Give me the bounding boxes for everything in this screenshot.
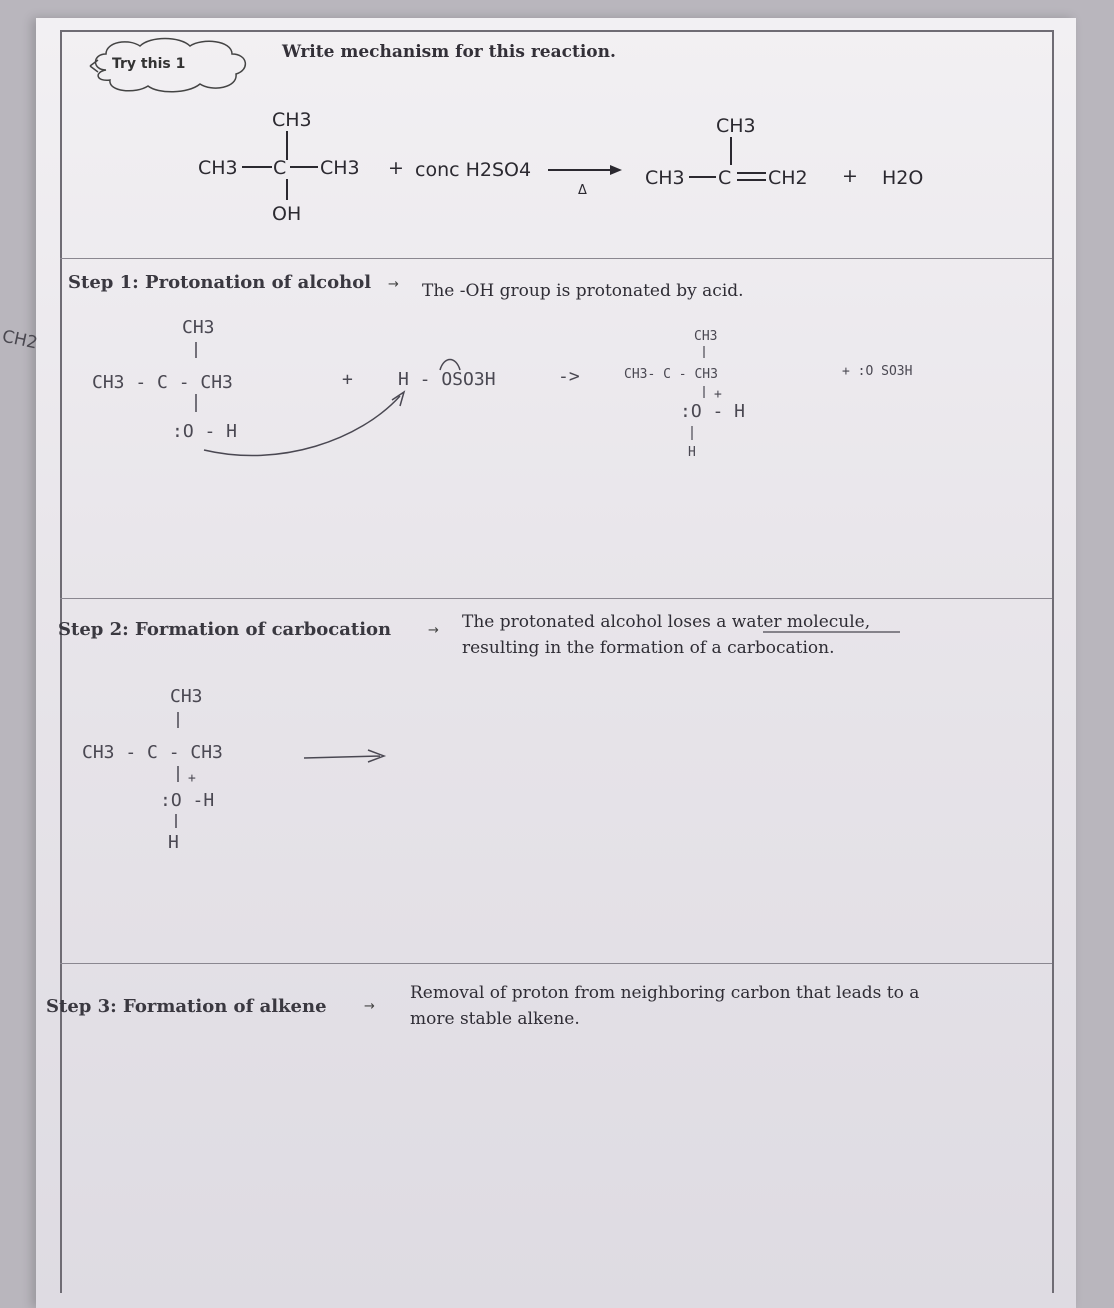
hw-product-hydrogen: H <box>688 445 696 460</box>
margin-note: CH2 <box>0 326 40 354</box>
hw-chain: CH3 - C - CH3 <box>82 742 223 763</box>
hw-product-chain: CH3- C - CH3 <box>624 367 718 382</box>
reactant-carbon: C <box>273 157 287 179</box>
hw-chain: CH3 - C - CH3 <box>92 372 233 393</box>
byproduct-water: H2O <box>882 167 924 189</box>
hw-methyl-top: CH3 <box>170 686 203 707</box>
right-arrow-icon: → <box>388 277 399 292</box>
product-methylene: CH2 <box>768 167 808 189</box>
reactant-methyl-left: CH3 <box>198 157 238 179</box>
hw-methyl-top: CH3 <box>182 317 215 338</box>
right-arrow-icon <box>304 750 384 762</box>
instruction: Write mechanism for this reaction. <box>282 42 616 62</box>
hw-acid: H - OSO3H <box>398 369 496 390</box>
hw-hydroxyl: :O - H <box>172 421 238 442</box>
step-1-description: The -OH group is protonated by acid. <box>422 281 744 301</box>
hw-arrow: -> <box>558 366 580 387</box>
step-3-description-line2: more stable alkene. <box>410 1009 580 1029</box>
plus-sign: + <box>388 157 404 179</box>
step-2-title: Step 2: Formation of carbocation <box>58 619 392 640</box>
try-this-badge: Try this 1 <box>112 56 186 72</box>
step-3-title: Step 3: Formation of alkene <box>46 996 327 1017</box>
product-methyl-top: CH3 <box>716 115 756 137</box>
product-methyl-left: CH3 <box>645 167 685 189</box>
right-arrow-icon: → <box>364 999 375 1014</box>
hw-anion: + :O SO3H <box>842 364 913 379</box>
step-3-description-line1: Removal of proton from neighboring carbon that leads to a <box>410 983 920 1003</box>
hw-oxonium: :O -H <box>160 790 215 811</box>
hw-charge: + <box>188 771 196 786</box>
hw-plus: + <box>342 369 353 390</box>
hw-charge: + <box>714 387 722 402</box>
step-2-description-line1: The protonated alcohol loses a water molecule, <box>462 612 871 632</box>
step-1-title: Step 1: Protonation of alcohol <box>68 272 372 293</box>
step-2-description-line2: resulting in the formation of a carbocation. <box>462 638 835 658</box>
reactant-hydroxyl: OH <box>272 203 302 225</box>
product-carbon: C <box>718 167 732 189</box>
hw-hydrogen: H <box>168 832 179 853</box>
heat-condition: Δ <box>578 183 587 198</box>
plus-sign: + <box>842 165 858 187</box>
reactant-methyl-right: CH3 <box>320 157 360 179</box>
right-arrow-icon: → <box>428 623 439 638</box>
hw-product-oxonium: :O - H <box>680 401 746 422</box>
reactant-methyl-top: CH3 <box>272 109 312 131</box>
reagent: conc H2SO4 <box>415 159 532 181</box>
hw-product-methyl-top: CH3 <box>694 329 718 344</box>
